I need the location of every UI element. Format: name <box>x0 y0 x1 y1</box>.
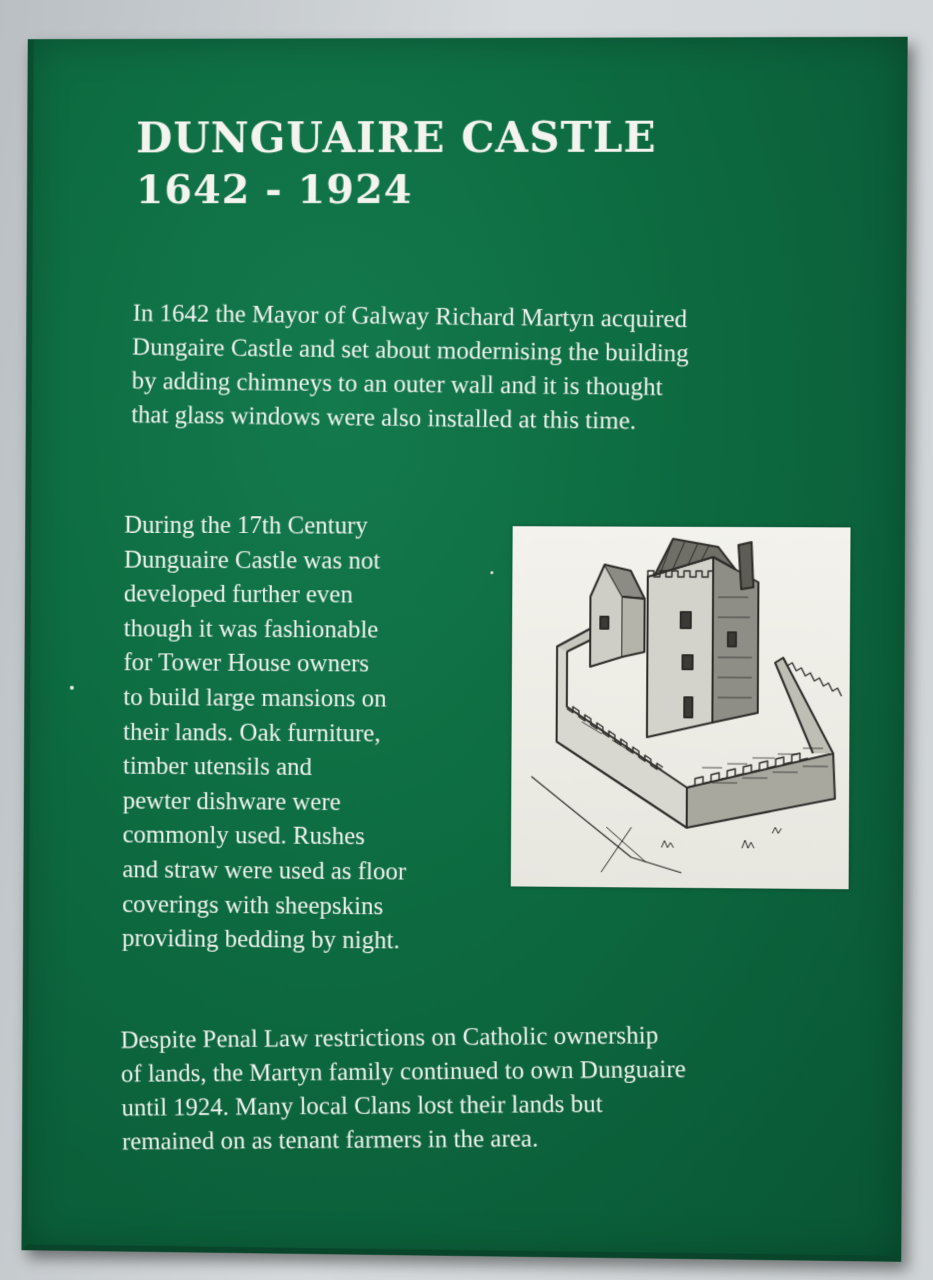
paragraph-line: During the 17th Century <box>124 511 368 540</box>
title-years: 1642 - 1924 <box>135 165 413 213</box>
paragraph-line: Dunguaire Castle was not <box>123 546 381 575</box>
paragraph-line: providing bedding by night. <box>121 925 400 955</box>
paragraph-line: Despite Penal Law restrictions on Catholic ownership <box>120 1022 659 1054</box>
paragraph-line: and straw were used as floor <box>122 856 407 886</box>
paragraph-line: pewter dishware were <box>122 787 341 816</box>
paragraph-line: until 1924. Many local Clans lost their lands but <box>121 1090 603 1122</box>
paragraph-line: though it was fashionable <box>123 615 379 644</box>
board-speck <box>490 571 493 574</box>
paragraph-line: In 1642 the Mayor of Galway Richard Martyn acquired <box>132 299 688 334</box>
paragraph-17th-century <box>122 509 408 959</box>
paragraph-line: for Tower House owners <box>123 649 370 678</box>
paragraph-line: by adding chimneys to an outer wall and it is thought <box>131 367 663 402</box>
paragraph-acquisition <box>131 297 690 440</box>
title-castle-name: DUNGUAIRE CASTLE <box>136 112 657 163</box>
paragraph-line: timber utensils and <box>122 752 313 782</box>
paragraph-line: remained on as tenant farmers in the area. <box>121 1125 539 1156</box>
paragraph-line: to build large mansions on <box>123 684 387 713</box>
paragraph-line: coverings with sheepskins <box>122 890 384 920</box>
paragraph-line: of lands, the Martyn family continued to own Dunguaire <box>120 1055 687 1088</box>
board-title <box>136 112 657 215</box>
paragraph-line: their lands. Oak furniture, <box>123 718 381 748</box>
information-board <box>21 37 907 1262</box>
paragraph-line: Dungaire Castle and set about modernising the building <box>132 333 690 368</box>
paragraph-line: commonly used. Rushes <box>122 821 365 851</box>
board-speck <box>70 686 74 690</box>
paragraph-penal-law <box>120 1019 687 1160</box>
paragraph-line: that glass windows were also installed at this time. <box>131 401 637 435</box>
paragraph-line: developed further even <box>123 580 353 609</box>
castle-drawing-icon <box>511 526 851 889</box>
